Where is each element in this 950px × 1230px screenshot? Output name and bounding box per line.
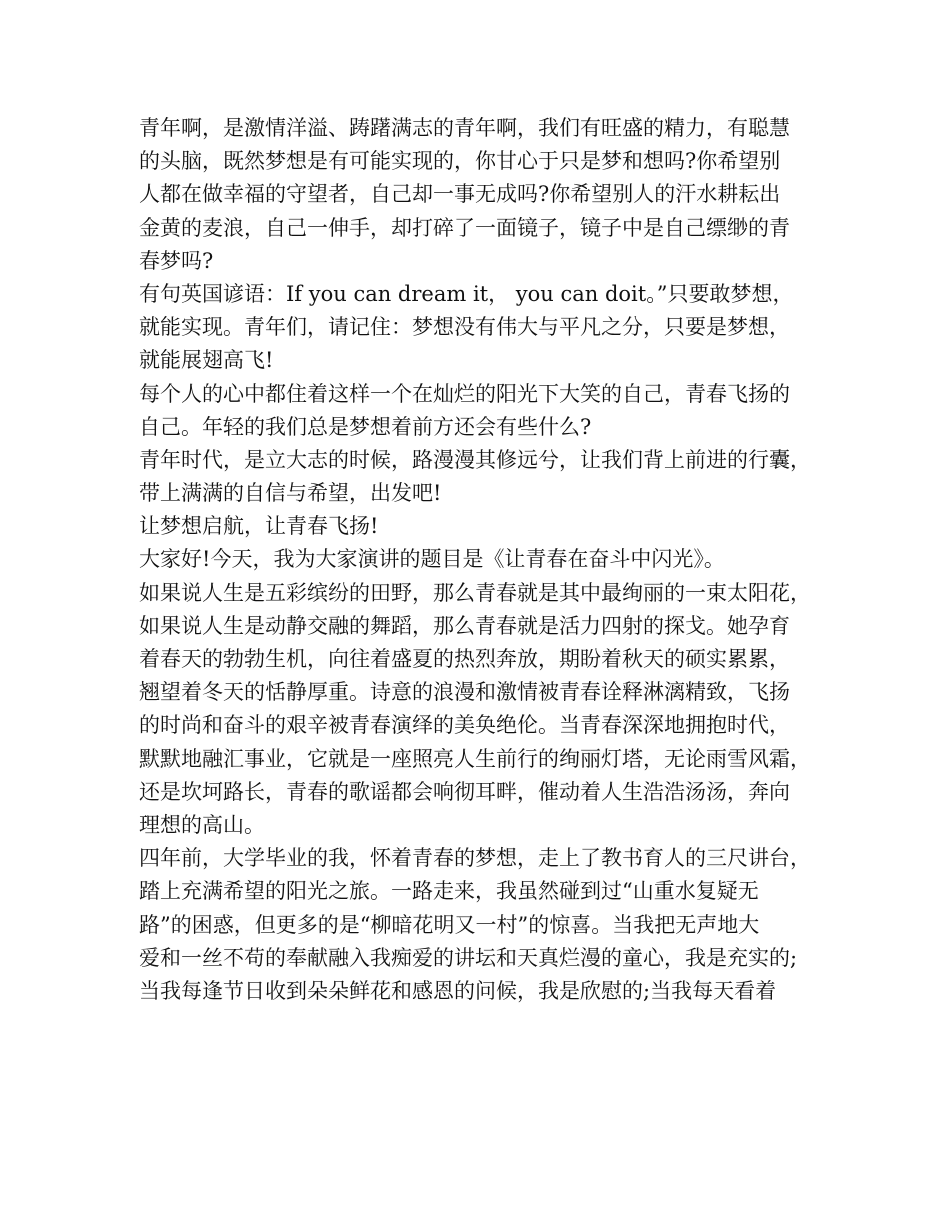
text-line: 青年啊，是激情洋溢、踌躇满志的青年啊，我们有旺盛的精力，有聪慧 [139,116,790,140]
text-line: 理想的高山。 [139,812,265,837]
text-line: 金黄的麦浪，自己一伸手，却打碎了一面镜子，镜子中是自己缥缈的青 [139,215,790,240]
text-line: 爱和一丝不苟的奉献融入我痴爱的讲坛和天真烂漫的童心，我是充实的; [139,945,798,970]
text-line: 自己。年轻的我们总是梦想着前方还会有些什么? [139,414,592,439]
text-line: 如果说人生是动静交融的舞蹈，那么青春就是活力四射的探戈。她孕育 [139,613,790,638]
text-line: 人都在做幸福的守望者，自己却一事无成吗?你希望别人的汗水耕耘出 [139,182,781,207]
text-line: 的时尚和奋斗的艰辛被青春演绎的美奂绝伦。当青春深深地拥抱时代， [139,713,790,738]
text-line: 就能展翅高飞! [139,348,274,373]
text-line: 有句英国谚语：If you can dream it， you can doit。”只要敢梦想， [139,281,794,306]
text-line: 当我每逢节日收到朵朵鲜花和感恩的问候，我是欣慰的;当我每天看着 [139,978,777,1003]
text-line: 让梦想启航，让青春飞扬! [139,514,379,539]
text-line: 春梦吗? [139,248,214,273]
text-line: 大家好!今天，我为大家演讲的题目是《让青春在奋斗中闪光》。 [139,547,725,572]
text-line: 就能实现。青年们，请记住：梦想没有伟大与平凡之分，只要是梦想， [139,315,790,340]
text-line: 默默地融汇事业，它就是一座照亮人生前行的绚丽灯塔，无论雨雪风霜， [139,746,811,771]
text-line: 着春天的勃勃生机，向往着盛夏的热烈奔放，期盼着秋天的硕实累累， [139,647,790,671]
text-line: 路”的困惑，但更多的是“柳暗花明又一村”的惊喜。当我把无声地大 [139,912,760,937]
text-line: 每个人的心中都住着这样一个在灿烂的阳光下大笑的自己，青春飞扬的 [139,381,790,406]
text-line: 踏上充满希望的阳光之旅。一路走来，我虽然碰到过“山重水复疑无 [139,879,759,904]
text-line: 带上满满的自信与希望，出发吧! [139,481,442,506]
text-line: 四年前，大学毕业的我，怀着青春的梦想，走上了教书育人的三尺讲台， [139,846,811,871]
text-line: 还是坎坷路长，青春的歌谣都会响彻耳畔，催动着人生浩浩汤汤，奔向 [139,779,790,804]
text-line: 如果说人生是五彩缤纷的田野，那么青春就是其中最绚丽的一束太阳花， [139,580,811,605]
body-text [139,112,829,1008]
text-line: 翘望着冬天的恬静厚重。诗意的浪漫和激情被青春诠释淋漓精致，飞扬 [139,680,790,705]
text-line: 青年时代，是立大志的时候，路漫漫其修远兮，让我们背上前进的行囊， [139,447,811,472]
text-line: 的头脑，既然梦想是有可能实现的，你甘心于只是梦和想吗?你希望别 [139,149,781,174]
